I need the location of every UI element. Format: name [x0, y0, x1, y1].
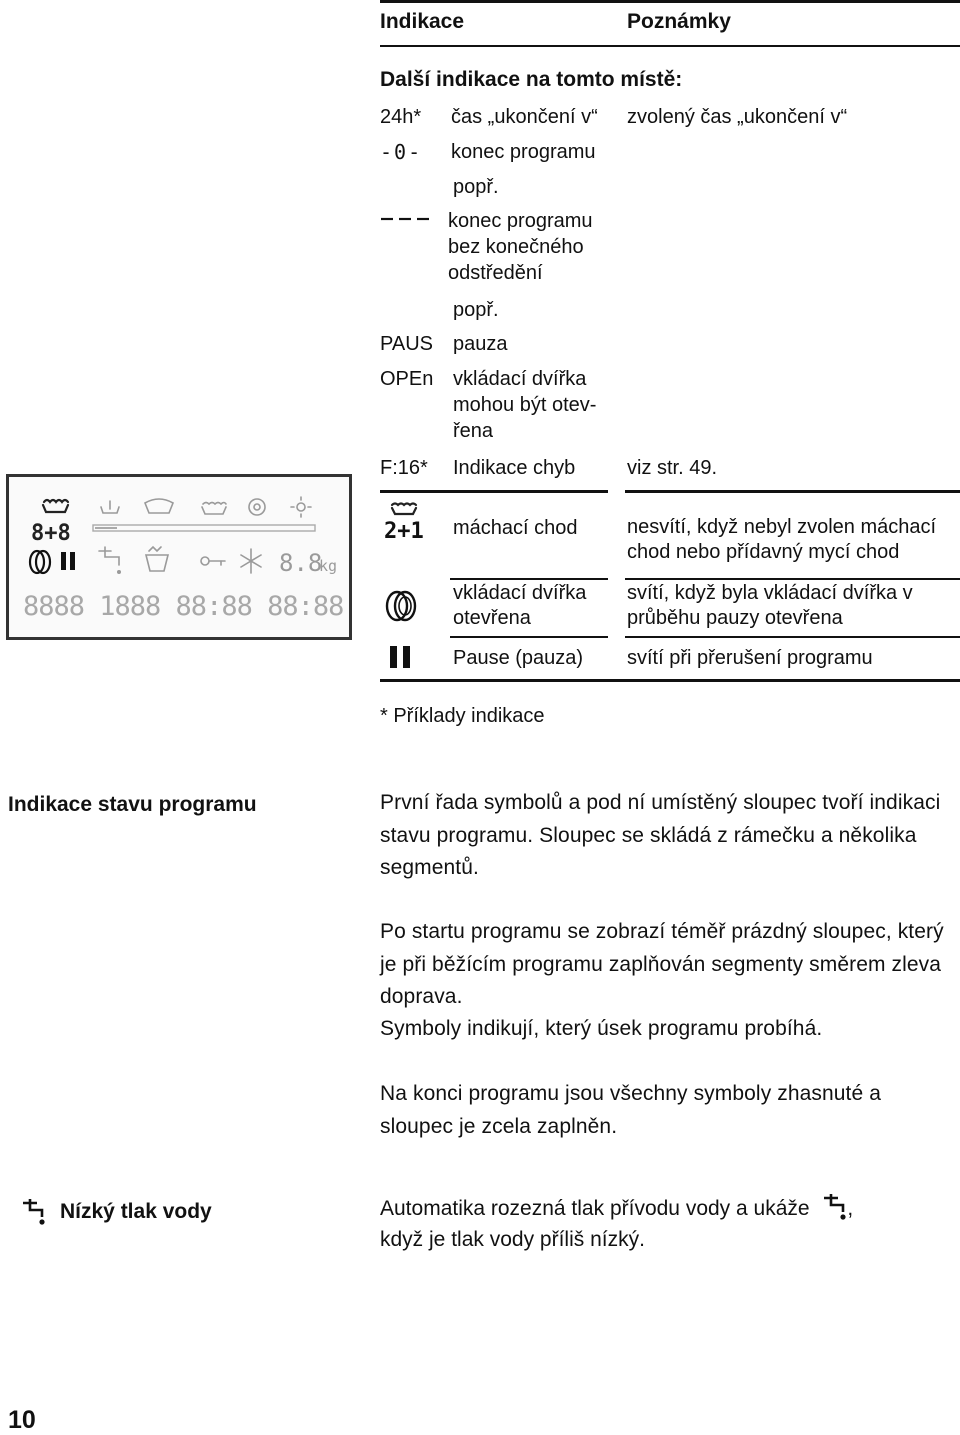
lcd-pause-icon — [61, 552, 75, 570]
row-text-popr-1: popř. — [453, 176, 499, 198]
row-code-24h: 24h* — [380, 106, 422, 128]
row-text-no-spin: konec programu bez konečného odstředění — [448, 210, 593, 284]
tap-inline-icon — [821, 1192, 847, 1222]
lcd-snowflake-icon — [241, 549, 261, 573]
rule-f16-left — [380, 490, 608, 493]
subtitle: Další indikace na tomto místě: — [380, 68, 683, 91]
rule-pause-bottom — [380, 679, 960, 682]
lcd-left-digits: 8+8 — [31, 521, 71, 546]
header-bottom-rule — [380, 45, 960, 47]
pause-note: svítí při přerušení programu — [627, 647, 873, 669]
lcd-rinse-symbol-icon — [202, 503, 226, 515]
header-top-rule — [380, 0, 960, 3]
row-text-24h: čas „ukončení v“ — [451, 106, 598, 128]
header-poznamky: Poznámky — [627, 10, 731, 33]
lcd-spin-symbol-icon — [249, 499, 265, 515]
lcd-detergent-icon — [146, 547, 168, 571]
row-code-paus: PAUS — [380, 333, 433, 355]
lcd-panel — [6, 474, 352, 640]
lcd-unit: kg — [319, 557, 338, 575]
door-open-icon — [384, 588, 420, 624]
door-note: svítí, když byla vkládací dvířka v průběhu pauzy otevřena — [627, 582, 913, 629]
rinse-label: máchací chod — [453, 517, 578, 539]
lcd-dry-symbol-icon — [291, 497, 311, 517]
row-text-f16: Indikace chyb — [453, 457, 576, 479]
row-text-end: konec programu — [451, 141, 596, 163]
row-code-open: OPEn — [380, 368, 434, 390]
rule-door-left — [450, 636, 608, 638]
triple-dash-icon — [380, 214, 432, 224]
rinse-icon-digits: 2+1 — [384, 519, 424, 542]
footnote: * Příklady indikace — [380, 705, 545, 727]
row-code-f16: F:16* — [380, 457, 428, 479]
row-text-open: vkládací dvířka mohou být otev-řena — [453, 368, 597, 442]
lcd-progress-bar — [93, 525, 315, 531]
pause-label: Pause (pauza) — [453, 647, 584, 669]
page-number: 10 — [8, 1406, 36, 1434]
lcd-tap-icon — [99, 547, 121, 574]
rule-rinse-left — [450, 578, 608, 580]
row-text-popr-2: popř. — [453, 299, 499, 321]
section1-paragraph-1: První řada symbolů a pod ní umístěný sloupec tvoří indikaci stavu programu. Sloupec se skládá z rámečku a několika segmentů. — [380, 791, 941, 879]
lcd-right-digits: 8.8 — [279, 549, 323, 577]
row-note-f16: viz str. 49. — [627, 457, 718, 479]
section2-text-line2: když je tlak vody příliš nízký. — [380, 1228, 645, 1251]
row-note-24h: zvolený čas „ukončení v“ — [627, 106, 848, 128]
row-text-paus: pauza — [453, 333, 508, 355]
lcd-key-icon — [201, 557, 225, 565]
door-label: vkládací dvířka otevřena — [453, 582, 587, 629]
rule-rinse-right — [625, 578, 960, 580]
section1-paragraph-2: Po startu programu se zobrazí téměř prázdný sloupec, který je při běžícím programu zaplňován segmenty směrem zleva doprava. — [380, 920, 944, 1008]
lcd-door-icon — [30, 551, 50, 573]
rinse-cycle-icon — [382, 502, 426, 542]
header-indikace: Indikace — [380, 10, 465, 33]
rule-f16-right — [625, 490, 960, 493]
lcd-bottom-digits: 8888 1888 88:88 88:88 — [23, 591, 344, 622]
section1-paragraph-4: Na konci programu jsou všechny symboly zhasnuté a sloupec je zcela zaplněn. — [380, 1082, 881, 1138]
section-heading-low-pressure: Nízký tlak vody — [60, 1200, 212, 1223]
lcd-soak-symbol-icon — [145, 499, 173, 513]
tap-icon — [20, 1197, 46, 1227]
pause-icon — [389, 646, 413, 668]
row-code-end: -0- — [380, 140, 423, 164]
section2-text-line1 — [380, 1192, 853, 1224]
lcd-prewash-symbol-icon — [101, 501, 119, 513]
section-heading-program-status: Indikace stavu programu — [8, 793, 257, 816]
rinse-note: nesvítí, když nebyl zvolen máchací chod nebo přídavný mycí chod — [627, 516, 937, 563]
rule-door-right — [625, 636, 960, 638]
section2-text-before: Automatika rozezná tlak přívodu vody a ukáže — [380, 1197, 810, 1220]
lcd-wash-symbol-icon — [43, 500, 68, 512]
section1-paragraph-3: Symboly indikují, který úsek programu probíhá. — [380, 1017, 823, 1040]
section2-text-after: , — [847, 1197, 854, 1220]
